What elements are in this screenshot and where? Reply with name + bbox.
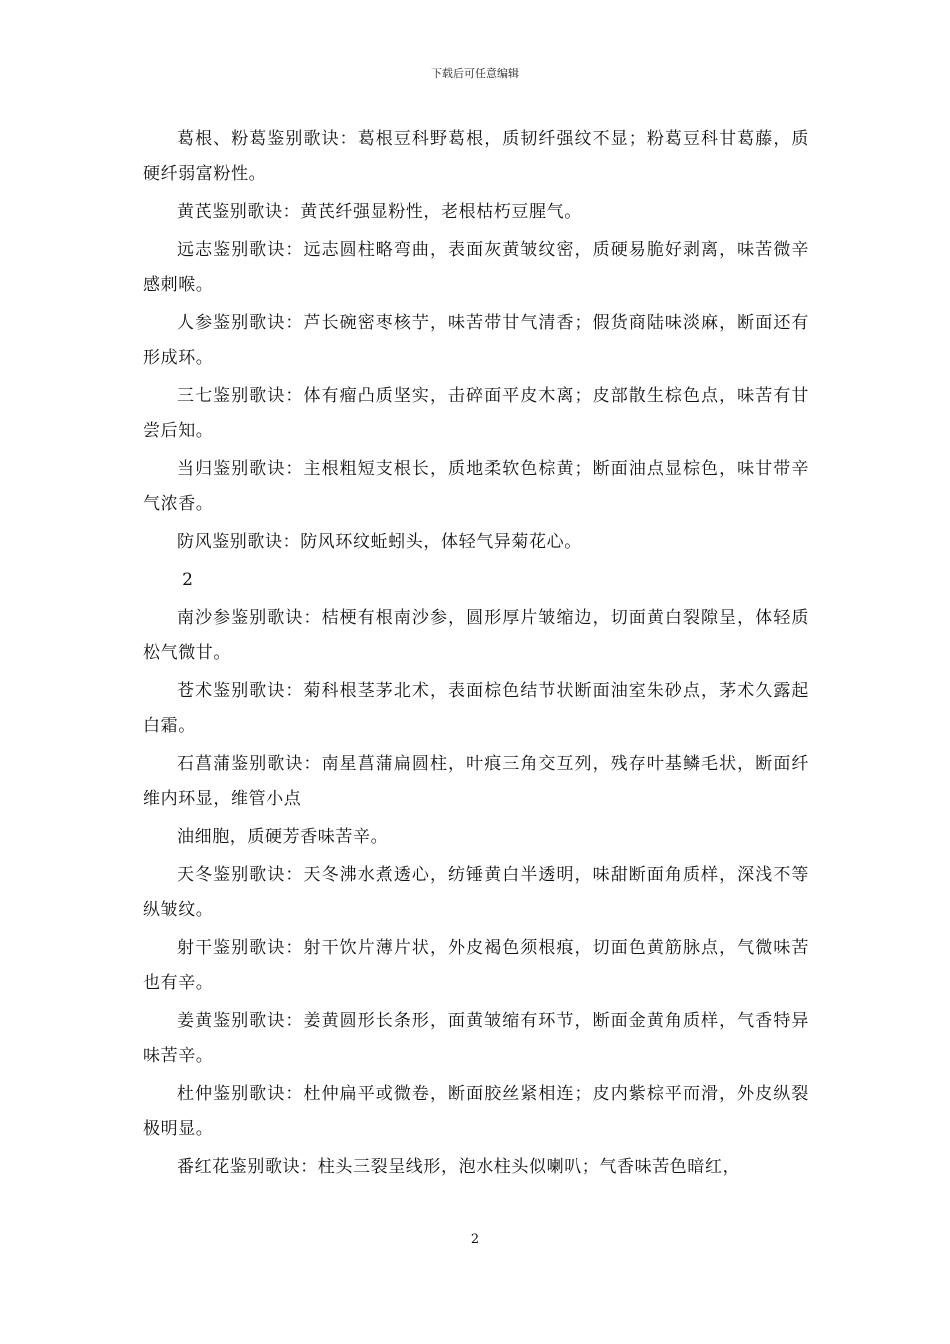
paragraph-cangzhu: 苍术鉴别歌诀：菊科根茎茅北术，表面棕色结节状断面油室朱砂点，茅术久露起白霜。 xyxy=(143,681,809,736)
paragraph-shichangpu: 石菖蒲鉴别歌诀：南星菖蒲扁圆柱，叶痕三角交互列，残存叶基鳞毛状，断面纤维内环显，维管小点 xyxy=(143,754,809,809)
paragraph-fangfeng: 防风鉴别歌诀：防风环纹蚯蚓头，体轻气异菊花心。 xyxy=(177,532,582,552)
paragraph-gegen: 葛根、粉葛鉴别歌诀：葛根豆科野葛根，质韧纤强纹不显；粉葛豆科甘葛藤，质硬纤弱富粉性。 xyxy=(143,129,809,184)
paragraph-tiandong: 天冬鉴别歌诀：天冬沸水煮透心，纺锤黄白半透明，味甜断面角质样，深浅不等纵皱纹。 xyxy=(143,865,809,920)
paragraph-shichangpu-cont: 油细胞，质硬芳香味苦辛。 xyxy=(177,827,389,847)
paragraph-yuanzhi: 远志鉴别歌诀：远志圆柱略弯曲，表面灰黄皱纹密，质硬易脆好剥离，味苦微辛感刺喉。 xyxy=(143,240,809,295)
paragraph-fanhonghua: 番红花鉴别歌诀：柱头三裂呈线形，泡水柱头似喇叭；气香味苦色暗红， xyxy=(177,1157,741,1177)
paragraph-sanqi: 三七鉴别歌诀：体有瘤凸质坚实，击碎面平皮木离；皮部散生棕色点，味苦有甘尝后知。 xyxy=(143,386,809,441)
paragraph-danggui: 当归鉴别歌诀：主根粗短支根长，质地柔软色棕黄；断面油点显棕色，味甘带辛气浓香。 xyxy=(143,459,809,514)
paragraph-huangqi: 黄芪鉴别歌诀：黄芪纤强显粉性，老根枯朽豆腥气。 xyxy=(177,202,582,222)
paragraph-nanshashen: 南沙参鉴别歌诀：桔梗有根南沙参，圆形厚片皱缩边，切面黄白裂隙呈，体轻质松气微甘。 xyxy=(143,608,809,663)
document-body xyxy=(143,122,809,1188)
page-number: 2 xyxy=(470,1232,480,1247)
paragraph-renshen: 人参鉴别歌诀：芦长碗密枣核艼，味苦带甘气清香；假货商陆味淡麻，断面还有形成环。 xyxy=(143,313,809,368)
paragraph-shegan: 射干鉴别歌诀：射干饮片薄片状，外皮褐色须根痕，切面色黄筋脉点，气微味苦也有辛。 xyxy=(143,938,809,993)
paragraph-jianghuang: 姜黄鉴别歌诀：姜黄圆形长条形，面黄皱缩有环节，断面金黄角质样，气香特异味苦辛。 xyxy=(143,1011,809,1066)
paragraph-duzhong: 杜仲鉴别歌诀：杜仲扁平或微卷，断面胶丝紧相连；皮内紫棕平而滑，外皮纵裂极明显。 xyxy=(143,1084,809,1139)
page-header: 下载后可任意编辑 xyxy=(431,67,519,80)
section-number: 2 xyxy=(182,570,194,590)
